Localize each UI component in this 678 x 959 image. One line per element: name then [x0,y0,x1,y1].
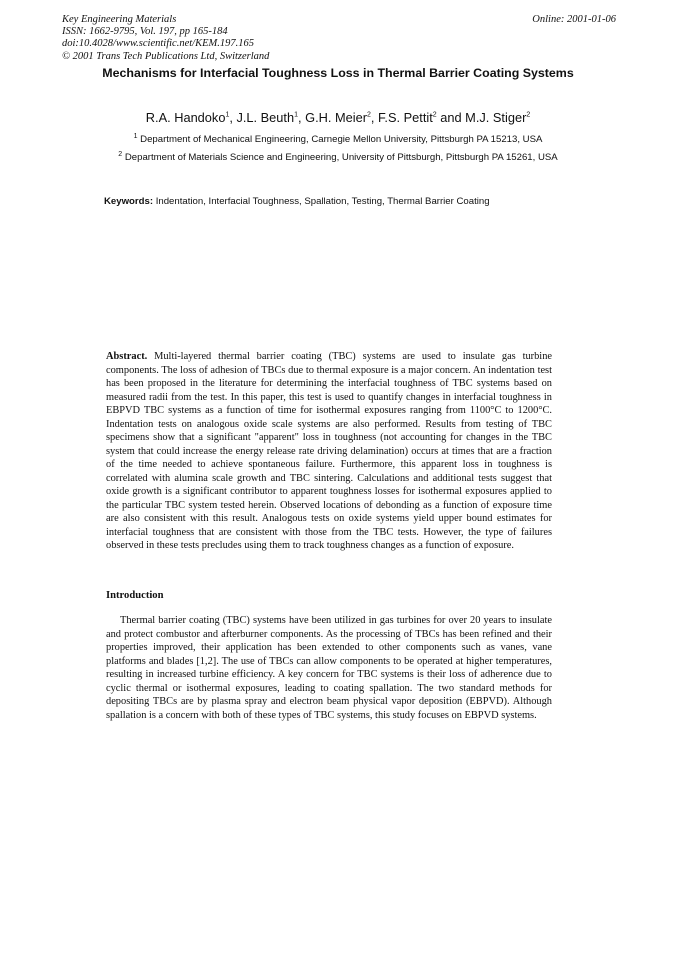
author-affiliation-mark: 2 [432,111,437,119]
author-list [60,110,616,125]
author-name: F.S. Pettit [378,110,433,125]
affiliation-mark: 1 [133,132,138,140]
affiliation-1 [60,134,616,147]
author-affiliation-mark: 2 [526,111,531,119]
author-affiliation-mark: 1 [294,111,298,119]
author-affiliation-mark: 2 [367,111,371,119]
abstract-label: Abstract. [106,351,148,362]
copyright-line: © 2001 Trans Tech Publications Ltd, Switzerland [62,50,270,62]
author-separator: , [370,110,379,125]
abstract [106,350,552,553]
keywords-label: Keywords: [104,196,154,207]
author-name: M.J. Stiger [465,110,527,125]
affiliation-mark: 2 [118,150,123,158]
journal-name: Key Engineering Materials [62,14,177,25]
introduction-text: Thermal barrier coating (TBC) systems have been utilized in gas turbines for over 20 years to insulate and protect combustor and afterburner components. As the processing of TBCs has been refined and their properties improved, their application has been extended to other components such as vanes, vane platforms and blades [1,2]. The use of TBCs can allow components to be operated at higher temperatures, resulting in increased turbine efficiency. A key concern for TBC systems is their loss of adherence due to cyclic thermal or isothermal exposures, leading to coating spallation. The two standard methods for depositing TBCs are by plasma spray and electron beam physical vapor deposition (EBPVD). Although spallation is a concern with both of these types of TBC systems, this study focuses on EBPVD systems. [106,615,552,721]
journal-header [62,14,422,63]
doi-line: doi:10.4028/www.scientific.net/KEM.197.165 [62,38,254,50]
affiliation-2 [60,152,616,165]
author-separator: and [436,110,466,125]
author-affiliation-mark: 1 [225,111,230,119]
affiliation-text: Department of Mechanical Engineering, Carnegie Mellon University, Pittsburgh PA 15213, USA [140,134,543,145]
paper-title: Mechanisms for Interfacial Toughness Loss in Thermal Barrier Coating Systems [102,66,574,80]
keywords [104,196,574,207]
author-name: G.H. Meier [305,110,367,125]
affiliation-text: Department of Materials Science and Engineering, University of Pittsburgh, Pittsburgh PA 15261, USA [124,152,558,163]
online-date: Online: 2001-01-06 [532,14,616,25]
author-name: R.A. Handoko [145,110,226,125]
author-separator: , [298,110,306,125]
abstract-text: Multi-layered thermal barrier coating (TBC) systems are used to insulate gas turbine components. The loss of adhesion of TBCs due to thermal exposure is a major concern. An indentation test has been proposed in the literature for determining the interfacial toughness of TBC systems based on measured radii from the test. In this paper, this test is used to quantify changes in interfacial toughness in EBPVD TBC systems as a function of time for isothermal exposures ranging from 1100°C to 1200°C. Indentation tests on analogous oxide scale systems are also performed. Results from testing of TBC specimens show that a significant "apparent" loss in toughness (not accounting for changes in the TBC system that could increase the energy release rate driving delamination) occurs at times that are a fraction of the time needed to achieve spontaneous failure. Furthermore, this apparent loss in toughness is correlated with alumina scale growth and TBC sintering. Calculations and additional tests suggest that oxide growth is a significant contributor to apparent toughness losses for isothermal exposures applied to the particular TBC system tested herein. Observed locations of debonding as a function of exposure time are also consistent with this result. Analogous tests on oxide systems yield upper bound estimates for interfacial toughness that are consistent with those from the TBC tests. However, the type of failures observed in these tests precludes using them to track toughness changes as a function of exposure. [106,351,553,551]
introduction-heading: Introduction [106,590,164,601]
issn-line: ISSN: 1662-9795, Vol. 197, pp 165-184 [62,26,228,38]
author-name: J.L. Beuth [236,110,295,125]
author-separator: , [229,110,237,125]
keywords-text: Indentation, Interfacial Toughness, Spallation, Testing, Thermal Barrier Coating [155,196,490,207]
